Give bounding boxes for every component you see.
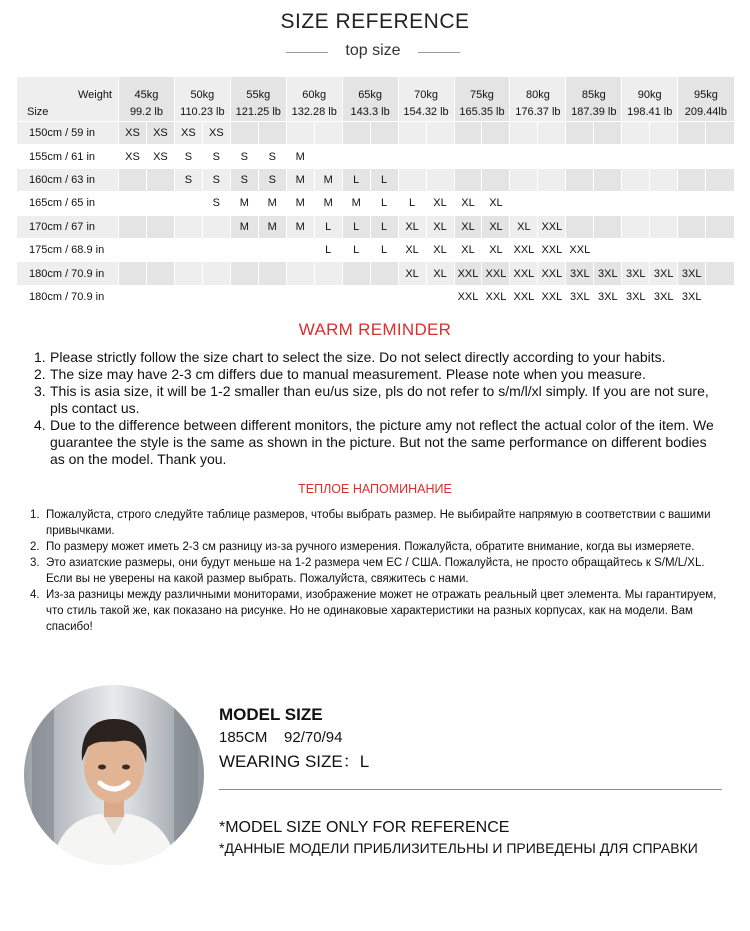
size-cell — [510, 145, 538, 168]
size-cell — [258, 262, 286, 285]
size-cell: M — [230, 215, 258, 238]
size-cell — [314, 285, 342, 308]
size-cell — [314, 122, 342, 145]
weight-kg: 75kg — [470, 89, 494, 101]
reminder-ru-item — [30, 539, 730, 555]
size-cell — [286, 262, 314, 285]
size-cell: XXL — [510, 238, 538, 261]
reminder-item-text: Please strictly follow the size chart to select the size. Do not select directly according to your habits. — [50, 349, 666, 365]
size-cell: XL — [426, 262, 454, 285]
height-label: 175cm / 68.9 in — [17, 238, 119, 261]
size-cell: M — [230, 192, 258, 215]
size-cell — [706, 285, 734, 308]
size-cell: XL — [454, 192, 482, 215]
warm-reminder-title: WARM REMINDER — [298, 320, 452, 339]
reminder-item-text: This is asia size, it will be 1-2 smaller than eu/us size, pls do not refer to s/m/l/xl simply. If you are not sure, pls contact us. — [50, 383, 709, 416]
warm-reminder-ru-title: ТЕПЛОЕ НАПОМИНАНИЕ — [298, 482, 452, 496]
size-cell: XL — [426, 192, 454, 215]
size-cell — [174, 262, 202, 285]
reminder-item-text: Due to the difference between different monitors, the picture amy not reflect the actual color of the item. We guarantee the style is the same as shown in the picture. But not the same performance on different bodies as on the model. Thank you. — [50, 417, 714, 467]
size-cell — [314, 145, 342, 168]
size-cell — [426, 122, 454, 145]
reminder-ru-item — [30, 587, 730, 635]
size-cell: M — [258, 215, 286, 238]
weight-kg: 45kg — [134, 89, 159, 101]
size-cell — [538, 168, 566, 191]
reminder-ru-item-text: Пожалуйста, строго следуйте таблице размеров, чтобы выбрать размер. Не выбирайте напрямую в соответствии с вашими привычками. — [46, 509, 711, 537]
size-cell — [426, 285, 454, 308]
size-cell — [174, 192, 202, 215]
size-chart-table — [16, 76, 734, 309]
size-cell — [706, 122, 734, 145]
size-cell: M — [258, 192, 286, 215]
weight-column-header — [230, 77, 286, 122]
size-cell — [650, 122, 678, 145]
size-cell — [146, 238, 174, 261]
size-cell: 3XL — [650, 285, 678, 308]
size-cell — [706, 192, 734, 215]
size-cell — [594, 168, 622, 191]
size-cell — [622, 168, 650, 191]
size-cell — [622, 215, 650, 238]
size-cell — [342, 122, 370, 145]
size-cell: L — [370, 215, 398, 238]
size-cell — [650, 215, 678, 238]
weight-lb: 209.44lb — [684, 106, 727, 118]
size-cell: XS — [146, 145, 174, 168]
size-cell — [566, 122, 594, 145]
size-cell — [202, 238, 230, 261]
page-subtitle: top size — [345, 42, 401, 59]
height-label: 180cm / 70.9 in — [17, 262, 119, 285]
size-cell: XXL — [510, 262, 538, 285]
size-cell — [622, 192, 650, 215]
size-cell: L — [370, 168, 398, 191]
size-cell: XXL — [510, 285, 538, 308]
size-cell: XS — [146, 122, 174, 145]
table-corner-cell — [17, 77, 119, 122]
size-cell: XXL — [538, 262, 566, 285]
size-cell: 3XL — [566, 262, 594, 285]
size-cell — [454, 168, 482, 191]
size-cell — [622, 122, 650, 145]
weight-column-header — [454, 77, 510, 122]
size-cell — [538, 145, 566, 168]
height-label: 165cm / 65 in — [17, 192, 119, 215]
size-cell: S — [258, 145, 286, 168]
size-cell: 3XL — [622, 262, 650, 285]
size-cell: XS — [119, 145, 147, 168]
size-cell — [678, 192, 706, 215]
reminder-ru-item-text: Это азиатские размеры, они будут меньше на 1-2 размера чем ЕС / США. Пожалуйста, не просто обращайтесь к S/M/L/XL. Если вы не уверены на какой размер выбрать. Пожалуйста, свяжитесь с нами. — [46, 557, 705, 585]
size-cell: M — [314, 168, 342, 191]
size-cell: S — [202, 192, 230, 215]
size-cell — [426, 168, 454, 191]
reminder-item-number: 2. — [34, 366, 46, 382]
size-cell — [678, 238, 706, 261]
size-cell — [119, 168, 147, 191]
size-cell: S — [174, 168, 202, 191]
size-cell: S — [202, 168, 230, 191]
model-wearing-size: WEARING SIZE：L — [219, 752, 370, 771]
size-cell: XL — [454, 238, 482, 261]
size-cell — [202, 262, 230, 285]
size-cell — [342, 145, 370, 168]
weight-lb: 198.41 lb — [627, 106, 673, 118]
weight-column-header — [566, 77, 622, 122]
size-cell: 3XL — [650, 262, 678, 285]
subtitle-divider-right — [418, 52, 460, 53]
size-cell — [370, 285, 398, 308]
reminder-item-number: 4. — [34, 417, 46, 433]
reminder-ru-item-number: 1. — [30, 509, 40, 521]
size-cell: L — [398, 192, 426, 215]
size-cell: XXL — [538, 285, 566, 308]
size-cell: XS — [119, 122, 147, 145]
size-cell — [398, 285, 426, 308]
size-cell: L — [342, 238, 370, 261]
height-label: 155cm / 61 in — [17, 145, 119, 168]
model-height: 185CM — [219, 729, 268, 746]
size-cell — [622, 145, 650, 168]
size-cell: XXL — [538, 238, 566, 261]
size-cell — [482, 168, 510, 191]
size-cell: XXL — [482, 262, 510, 285]
size-cell — [482, 145, 510, 168]
size-cell — [286, 285, 314, 308]
weight-column-header — [119, 77, 175, 122]
size-cell — [202, 215, 230, 238]
weight-column-header — [286, 77, 342, 122]
size-cell: S — [258, 168, 286, 191]
size-cell — [146, 192, 174, 215]
reminder-item — [34, 417, 724, 468]
size-cell — [594, 215, 622, 238]
size-cell — [119, 262, 147, 285]
size-cell: L — [342, 215, 370, 238]
weight-column-header — [510, 77, 566, 122]
size-cell: 3XL — [566, 285, 594, 308]
size-cell — [650, 192, 678, 215]
size-cell — [510, 192, 538, 215]
reminder-ru-item-number: 2. — [30, 541, 40, 553]
table-row — [17, 168, 734, 191]
size-cell — [398, 145, 426, 168]
table-row — [17, 238, 734, 261]
size-cell — [146, 262, 174, 285]
size-cell — [566, 145, 594, 168]
model-reference-note-ru: *ДАННЫЕ МОДЕЛИ ПРИБЛИЗИТЕЛЬНЫ И ПРИВЕДЕНЫ ДЛЯ СПРАВКИ — [219, 840, 698, 856]
size-cell — [678, 215, 706, 238]
size-cell: S — [202, 145, 230, 168]
size-cell: XL — [454, 215, 482, 238]
model-divider — [219, 789, 722, 790]
size-cell: XXL — [482, 285, 510, 308]
size-cell: XL — [398, 215, 426, 238]
reminder-ru-item — [30, 507, 730, 539]
size-cell: XXL — [454, 285, 482, 308]
size-cell — [146, 285, 174, 308]
weight-lb: 121.25 lb — [235, 106, 281, 118]
size-cell: 3XL — [594, 285, 622, 308]
size-cell — [286, 238, 314, 261]
size-cell — [678, 122, 706, 145]
weight-lb: 187.39 lb — [571, 106, 617, 118]
size-cell — [594, 192, 622, 215]
reminder-item — [34, 383, 724, 417]
weight-kg: 90kg — [637, 89, 662, 101]
size-cell — [594, 238, 622, 261]
table-row — [17, 192, 734, 215]
size-cell — [146, 168, 174, 191]
weight-kg: 70kg — [414, 89, 438, 101]
size-cell — [370, 122, 398, 145]
size-cell: L — [370, 238, 398, 261]
size-cell — [174, 285, 202, 308]
size-cell: 3XL — [678, 262, 706, 285]
size-cell — [342, 262, 370, 285]
weight-lb: 132.28 lb — [291, 106, 337, 118]
weight-lb: 99.2 lb — [129, 106, 163, 118]
size-cell: XL — [398, 262, 426, 285]
size-cell — [594, 122, 622, 145]
size-cell: S — [230, 145, 258, 168]
size-cell: 3XL — [622, 285, 650, 308]
size-cell: L — [314, 238, 342, 261]
reminder-ru-item-text: По размеру может иметь 2-3 см разницу из-за ручного измерения. Пожалуйста, обратите внимание, когда вы измеряете. — [46, 541, 695, 553]
model-size-title: MODEL SIZE — [219, 705, 323, 724]
size-cell — [706, 145, 734, 168]
size-cell — [119, 192, 147, 215]
table-row — [17, 285, 734, 308]
reminder-item — [34, 349, 724, 366]
size-cell — [454, 122, 482, 145]
size-cell — [174, 215, 202, 238]
weight-column-header — [342, 77, 398, 122]
size-cell — [706, 168, 734, 191]
height-label: 160cm / 63 in — [17, 168, 119, 191]
size-cell — [119, 285, 147, 308]
weight-lb: 143.3 lb — [350, 106, 390, 118]
size-cell: L — [314, 215, 342, 238]
subtitle-row — [0, 42, 750, 64]
size-cell — [454, 145, 482, 168]
weight-kg: 55kg — [246, 89, 271, 101]
reminder-ru-item — [30, 555, 730, 587]
size-cell — [538, 122, 566, 145]
size-cell — [314, 262, 342, 285]
size-cell — [426, 145, 454, 168]
page-title: SIZE REFERENCE — [280, 10, 470, 33]
size-cell — [622, 238, 650, 261]
size-cell — [706, 262, 734, 285]
weight-kg: 80kg — [525, 89, 550, 101]
weight-lb: 110.23 lb — [180, 106, 225, 118]
table-row — [17, 145, 734, 168]
weight-lb: 154.32 lb — [403, 106, 449, 118]
size-cell: M — [286, 168, 314, 191]
size-cell — [594, 145, 622, 168]
size-cell — [538, 192, 566, 215]
size-cell: S — [174, 145, 202, 168]
size-cell — [202, 285, 230, 308]
size-axis-label: Size — [27, 106, 49, 118]
size-cell — [230, 262, 258, 285]
reminder-item — [34, 366, 724, 383]
size-cell — [258, 238, 286, 261]
size-cell — [230, 122, 258, 145]
weight-kg: 65kg — [358, 89, 383, 101]
size-cell: XL — [482, 238, 510, 261]
size-cell — [342, 285, 370, 308]
size-cell: XS — [202, 122, 230, 145]
model-avatar — [24, 685, 204, 865]
warm-reminder-ru-list — [30, 507, 730, 635]
size-cell: M — [286, 145, 314, 168]
weight-kg: 60kg — [302, 89, 327, 101]
reminder-ru-item-number: 3. — [30, 557, 40, 569]
size-cell — [119, 215, 147, 238]
size-cell: M — [286, 192, 314, 215]
weight-kg: 50kg — [190, 89, 215, 101]
size-cell — [566, 168, 594, 191]
size-cell: XXL — [454, 262, 482, 285]
size-cell: XL — [426, 238, 454, 261]
model-reference-note: *MODEL SIZE ONLY FOR REFERENCE — [219, 819, 510, 836]
size-cell — [174, 238, 202, 261]
size-cell: 3XL — [594, 262, 622, 285]
size-cell — [370, 145, 398, 168]
reminder-ru-item-text: Из-за разницы между различными мониторами, изображение может не отражать реальный цвет элемента. Мы гарантируем, что стиль такой же, как показано на рисунке. Но не одинаковые характеристики на разных корпусах, как на модели. Вам спасибо! — [46, 589, 717, 633]
size-cell — [230, 238, 258, 261]
size-cell: M — [314, 192, 342, 215]
model-measurements — [219, 729, 342, 746]
size-cell — [258, 122, 286, 145]
size-cell — [706, 215, 734, 238]
weight-kg: 95kg — [693, 89, 718, 101]
size-cell: XL — [482, 215, 510, 238]
weight-axis-label: Weight — [77, 89, 112, 101]
height-label: 150cm / 59 in — [17, 122, 119, 145]
size-cell: 3XL — [678, 285, 706, 308]
size-cell — [146, 215, 174, 238]
size-cell — [370, 262, 398, 285]
reminder-item-number: 3. — [34, 383, 46, 399]
weight-column-header — [678, 77, 734, 122]
size-cell: XXL — [538, 215, 566, 238]
size-cell: XL — [398, 238, 426, 261]
reminder-item-text: The size may have 2-3 cm differs due to manual measurement. Please note when you measure. — [50, 366, 646, 382]
size-cell — [258, 285, 286, 308]
weight-kg: 85kg — [581, 89, 606, 101]
model-portrait-icon — [24, 685, 204, 865]
weight-lb: 176.37 lb — [515, 106, 561, 118]
size-cell: L — [342, 168, 370, 191]
size-cell — [706, 238, 734, 261]
size-cell: XXL — [566, 238, 594, 261]
size-cell: XS — [174, 122, 202, 145]
size-cell — [650, 238, 678, 261]
reminder-item-number: 1. — [34, 349, 46, 365]
table-body — [17, 122, 734, 309]
size-cell — [398, 168, 426, 191]
size-cell: M — [286, 215, 314, 238]
size-cell — [678, 145, 706, 168]
size-cell: XL — [482, 192, 510, 215]
table-row — [17, 215, 734, 238]
size-cell: L — [370, 192, 398, 215]
size-cell — [482, 122, 510, 145]
size-cell — [119, 238, 147, 261]
size-cell: S — [230, 168, 258, 191]
size-cell: M — [342, 192, 370, 215]
size-cell — [286, 122, 314, 145]
weight-lb: 165.35 lb — [459, 106, 505, 118]
size-cell — [566, 215, 594, 238]
size-cell — [650, 168, 678, 191]
table-row — [17, 122, 734, 145]
size-cell — [510, 168, 538, 191]
weight-column-header — [174, 77, 230, 122]
height-label: 180cm / 70.9 in — [17, 285, 119, 308]
size-cell — [678, 168, 706, 191]
table-header-row — [17, 77, 734, 122]
height-label: 170cm / 67 in — [17, 215, 119, 238]
model-bust-waist-hip: 92/70/94 — [284, 729, 343, 746]
size-cell: XL — [510, 215, 538, 238]
size-cell — [650, 145, 678, 168]
reminder-ru-item-number: 4. — [30, 589, 40, 601]
size-cell — [510, 122, 538, 145]
size-cell: XL — [426, 215, 454, 238]
size-cell — [566, 192, 594, 215]
warm-reminder-list — [34, 349, 724, 468]
table-row — [17, 262, 734, 285]
subtitle-divider-left — [286, 52, 328, 53]
size-cell — [230, 285, 258, 308]
weight-column-header — [398, 77, 454, 122]
size-cell — [398, 122, 426, 145]
weight-column-header — [622, 77, 678, 122]
